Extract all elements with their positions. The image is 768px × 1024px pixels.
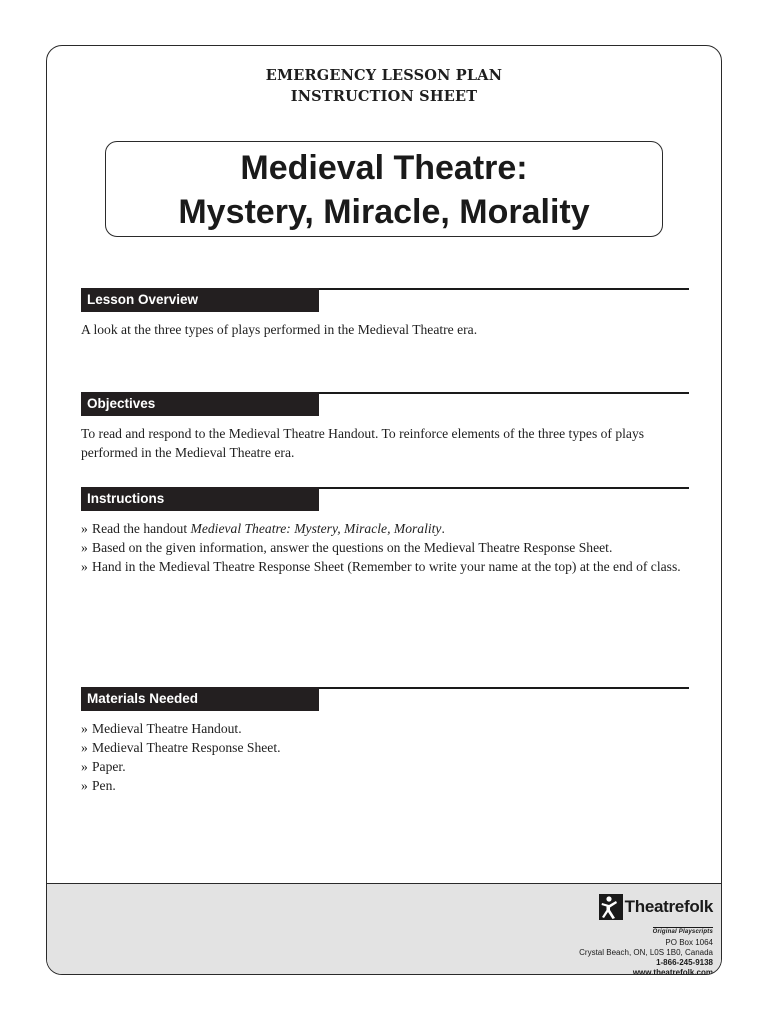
address-line-2: Crystal Beach, ON, L0S 1B0, Canada xyxy=(579,948,713,957)
sheet-header xyxy=(47,65,721,107)
list-item xyxy=(81,776,689,795)
section-materials-needed xyxy=(81,687,689,795)
list-item xyxy=(81,738,689,757)
bullet: » xyxy=(81,559,88,574)
item-text: Read the handout xyxy=(92,521,191,536)
item-text: Hand in the Medieval Theatre Response Sheet (Remember to write your name at the top) at the end of class. xyxy=(92,559,681,574)
section-body xyxy=(81,320,689,339)
address-line-1: PO Box 1064 xyxy=(665,938,713,947)
item-text: Pen. xyxy=(92,778,116,793)
theatrefolk-logo-icon xyxy=(599,894,623,920)
section-label: Instructions xyxy=(81,487,319,511)
header-line-1: EMERGENCY LESSON PLAN xyxy=(265,67,503,84)
section-header xyxy=(81,687,689,711)
bullet: » xyxy=(81,740,88,755)
section-lesson-overview xyxy=(81,288,689,339)
title-line-1: Medieval Theatre: xyxy=(240,149,528,187)
list-item xyxy=(81,757,689,776)
section-body xyxy=(81,424,689,462)
header-line-2: INSTRUCTION SHEET xyxy=(290,88,478,105)
footer xyxy=(47,883,721,974)
overview-text: A look at the three types of plays performed in the Medieval Theatre era. xyxy=(81,322,478,337)
bullet: » xyxy=(81,521,88,536)
bullet: » xyxy=(81,778,88,793)
section-header xyxy=(81,288,689,312)
item-text-end: . xyxy=(441,521,445,536)
section-header xyxy=(81,392,689,416)
bullet: » xyxy=(81,759,88,774)
list-item xyxy=(81,719,689,738)
title-box xyxy=(105,141,663,237)
section-body xyxy=(81,519,689,576)
section-label: Materials Needed xyxy=(81,687,319,711)
brand-tagline: Original Playscripts xyxy=(652,929,713,935)
section-label: Lesson Overview xyxy=(81,288,319,312)
section-objectives xyxy=(81,392,689,462)
list-item xyxy=(81,557,689,576)
item-text: Medieval Theatre Handout. xyxy=(92,721,242,736)
bullet: » xyxy=(81,540,88,555)
publisher-block xyxy=(573,894,713,975)
section-instructions xyxy=(81,487,689,576)
section-header xyxy=(81,487,689,511)
title-line-2: Mystery, Miracle, Morality xyxy=(178,193,590,231)
section-body xyxy=(81,719,689,795)
item-text: Paper. xyxy=(92,759,126,774)
website-link[interactable]: www.theatrefolk.com xyxy=(632,968,713,975)
item-text: Based on the given information, answer the questions on the Medieval Theatre Response Sheet. xyxy=(92,540,613,555)
instruction-sheet xyxy=(46,45,722,975)
handout-title: Medieval Theatre: Mystery, Miracle, Morality xyxy=(190,521,442,536)
section-label: Objectives xyxy=(81,392,319,416)
objectives-text: To read and respond to the Medieval Theatre Handout. To reinforce elements of the three types of plays performed in the Medieval Theatre era. xyxy=(81,426,645,460)
bullet: » xyxy=(81,721,88,736)
brand-name: Theatrefolk xyxy=(624,897,713,916)
phone-number: 1-866-245-9138 xyxy=(656,958,713,967)
item-text: Medieval Theatre Response Sheet. xyxy=(92,740,281,755)
list-item xyxy=(81,519,689,538)
list-item xyxy=(81,538,689,557)
logo xyxy=(573,894,713,920)
